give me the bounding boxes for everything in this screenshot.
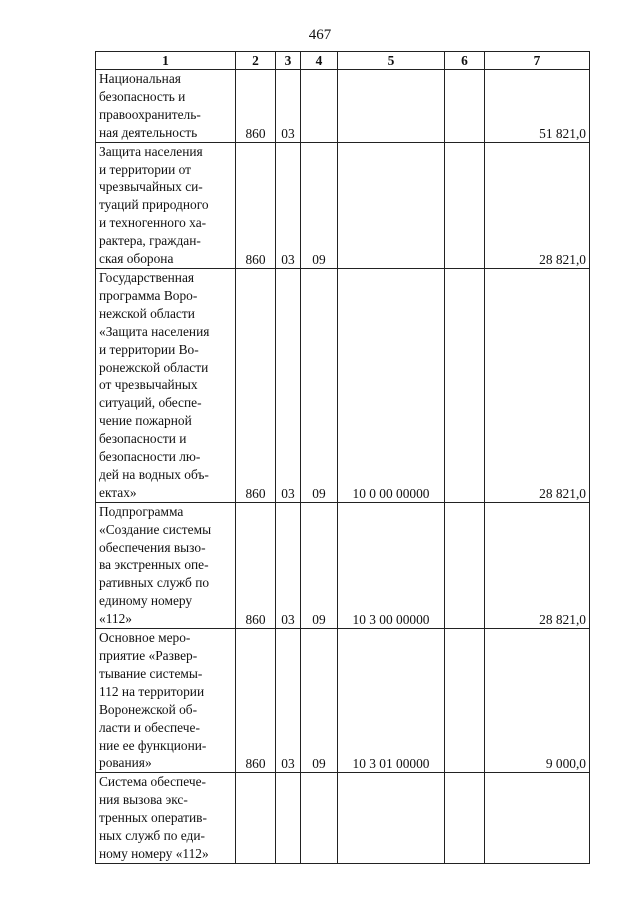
- header-col-4: 4: [301, 52, 338, 70]
- row-name-line: Государственная: [99, 269, 195, 285]
- row-target-article-cell: 10 3 00 00000: [338, 502, 445, 628]
- header-col-7: 7: [485, 52, 590, 70]
- row-name-line: ронежской области: [99, 359, 209, 375]
- row-section-cell: 03: [276, 70, 301, 143]
- row-name-line: рактера, граждан-: [99, 233, 201, 249]
- row-name-line: и территории Во-: [99, 341, 199, 357]
- row-name-line: безопасности и: [99, 431, 187, 447]
- table-body: [96, 70, 590, 864]
- row-name-cell: [96, 70, 236, 143]
- row-name-line: ние ее функциони-: [99, 737, 207, 753]
- row-name-line: ния вызова экс-: [99, 792, 188, 808]
- row-section-cell: 03: [276, 502, 301, 628]
- row-name-line: Защита населения: [99, 143, 203, 159]
- table-row: [96, 502, 590, 628]
- row-name-line: ных служб по еди-: [99, 828, 206, 844]
- row-code-cell: [236, 773, 276, 864]
- row-target-article-cell: [338, 142, 445, 268]
- row-expense-type-cell: [445, 268, 485, 502]
- row-name-line: 112 на территории: [99, 683, 205, 699]
- row-name-line: Основное меро-: [99, 630, 191, 646]
- row-subsection-cell: 09: [301, 629, 338, 773]
- row-code-cell: 860: [236, 502, 276, 628]
- header-row: [96, 52, 590, 70]
- row-name-line: Подпрограмма: [99, 503, 184, 519]
- row-name-cell: [96, 629, 236, 773]
- row-expense-type-cell: [445, 773, 485, 864]
- row-amount-cell: 28 821,0: [485, 502, 590, 628]
- row-name-line: чрезвычайных си-: [99, 179, 203, 195]
- row-name-line: тренных оператив-: [99, 810, 207, 826]
- row-name-line: программа Воро-: [99, 287, 198, 303]
- row-expense-type-cell: [445, 142, 485, 268]
- row-subsection-cell: [301, 773, 338, 864]
- row-name-line: нежской области: [99, 305, 195, 321]
- table-row: [96, 70, 590, 143]
- row-section-cell: [276, 773, 301, 864]
- header-col-2: 2: [236, 52, 276, 70]
- row-name-line: «Создание системы: [99, 521, 212, 537]
- row-code-cell: 860: [236, 70, 276, 143]
- row-name-line: Национальная: [99, 71, 181, 86]
- row-name-line: единому номеру: [99, 593, 193, 609]
- row-name-line: «Защита населения: [99, 323, 210, 339]
- row-name-line: и техногенного ха-: [99, 215, 207, 231]
- row-section-cell: 03: [276, 268, 301, 502]
- table-row: [96, 268, 590, 502]
- row-target-article-cell: [338, 773, 445, 864]
- row-amount-cell: 9 000,0: [485, 629, 590, 773]
- row-expense-type-cell: [445, 502, 485, 628]
- row-target-article-cell: 10 0 00 00000: [338, 268, 445, 502]
- row-name-line: безопасности лю-: [99, 449, 201, 465]
- row-amount-cell: 28 821,0: [485, 268, 590, 502]
- row-name-line: обеспечения вызо-: [99, 539, 206, 555]
- row-code-cell: 860: [236, 629, 276, 773]
- page-number: 467: [308, 27, 332, 43]
- row-amount-cell: [485, 773, 590, 864]
- row-expense-type-cell: [445, 629, 485, 773]
- row-subsection-cell: 09: [301, 268, 338, 502]
- row-amount-cell: 28 821,0: [485, 142, 590, 268]
- row-name-line: безопасность и: [99, 88, 186, 104]
- row-code-cell: 860: [236, 268, 276, 502]
- row-name-line: чение пожарной: [99, 413, 192, 429]
- table-row: [96, 629, 590, 773]
- table-row: [96, 142, 590, 268]
- budget-table: [95, 51, 590, 864]
- row-name-cell: [96, 502, 236, 628]
- header-col-6: 6: [445, 52, 485, 70]
- row-name-line: ласти и обеспече-: [99, 719, 200, 735]
- row-name-line: тывание системы-: [99, 665, 203, 681]
- row-name-line: ративных служб по: [99, 575, 210, 591]
- row-section-cell: 03: [276, 629, 301, 773]
- row-name-line: дей на водных объ-: [99, 466, 209, 482]
- table-row: [96, 773, 590, 864]
- row-subsection-cell: [301, 70, 338, 143]
- header-col-5: 5: [338, 52, 445, 70]
- header-col-1: 1: [96, 52, 236, 70]
- row-target-article-cell: 10 3 01 00000: [338, 629, 445, 773]
- row-name-line: и территории от: [99, 161, 191, 177]
- row-subsection-cell: 09: [301, 502, 338, 628]
- row-expense-type-cell: [445, 70, 485, 143]
- row-section-cell: 03: [276, 142, 301, 268]
- row-subsection-cell: 09: [301, 142, 338, 268]
- row-amount-cell: 51 821,0: [485, 70, 590, 143]
- row-name-line: ва экстренных опе-: [99, 557, 209, 573]
- row-name-line: Система обеспече-: [99, 774, 206, 790]
- row-name-cell: [96, 268, 236, 502]
- row-name-line: правоохранитель-: [99, 106, 201, 122]
- row-name-line: рования»: [99, 755, 152, 771]
- row-name-line: ная деятельность: [99, 124, 198, 140]
- row-name-line: Воронежской об-: [99, 701, 198, 717]
- row-name-line: ситуаций, обеспе-: [99, 395, 202, 411]
- header-col-3: 3: [276, 52, 301, 70]
- row-name-line: приятие «Развер-: [99, 648, 198, 663]
- row-name-line: ектах»: [99, 484, 137, 500]
- row-name-line: «112»: [99, 611, 132, 627]
- row-name-cell: [96, 142, 236, 268]
- row-name-line: от чрезвычайных: [99, 377, 198, 393]
- table-header: [96, 52, 590, 70]
- row-name-line: туаций природного: [99, 197, 209, 213]
- row-name-cell: [96, 773, 236, 864]
- row-name-line: ному номеру «112»: [99, 845, 209, 861]
- row-code-cell: 860: [236, 142, 276, 268]
- row-target-article-cell: [338, 70, 445, 143]
- row-name-line: ская оборона: [99, 251, 174, 267]
